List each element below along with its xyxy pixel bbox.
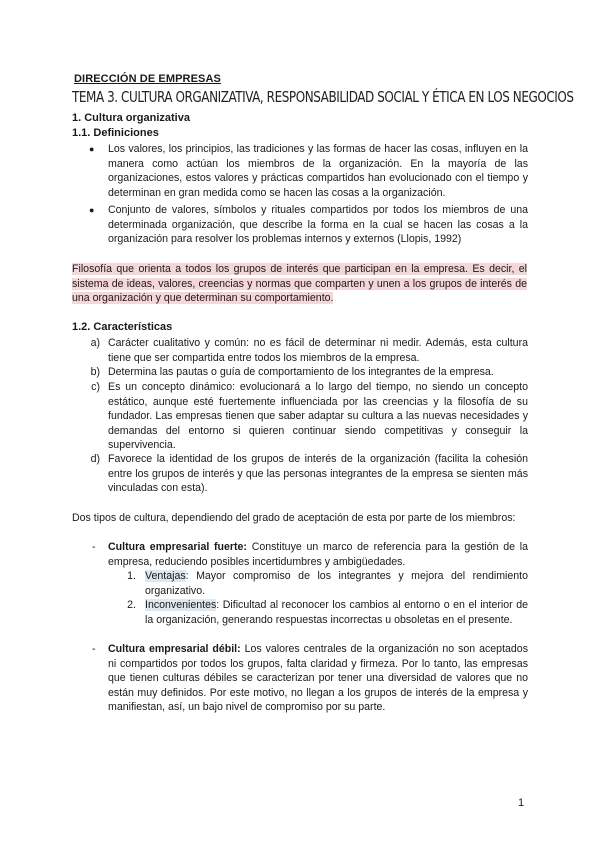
subsection-title-characteristics: 1.2. Características xyxy=(72,321,173,333)
dash-bullet-icon: - xyxy=(92,643,96,655)
characteristic-item: Determina las pautas o guía de comportamiento de los integrantes de la empresa. xyxy=(108,366,494,378)
disadvantages-item xyxy=(145,598,528,627)
highlight-text: Filosofía que orienta a todos los grupos de interés que participan en la empresa. Es decir, el sistema de ideas, valores, creencias y normas que comparten y unen a los grupos de interés de una organización y que determinan su comportamiento. xyxy=(72,263,527,305)
definition-item: Los valores, los principios, las tradiciones y las formas de hacer las cosas, influyen en la manera como actúan los miembros de la organización. En la mayoría de las organizaciones, estos valores y prácticas compartidos han evolucionado con el tiempo y determinan en gran medida como se hacen las cosas a la organización. xyxy=(108,143,528,199)
list-number: 1. xyxy=(127,570,136,582)
characteristic-item: Es un concepto dinámico: evolucionará a lo largo del tiempo, no siendo un concepto estático, aunque esté fuertemente influenciada por las creencias y la filosofía de su fundador. Las empresas tienen que saber adaptar su cultura a las nuevas necesidades y demandas del entorno si quieren continuar siendo competitivas y conseguir la supervivencia. xyxy=(108,381,528,452)
topic-title: TEMA 3. CULTURA ORGANIZATIVA, RESPONSABILIDAD SOCIAL Y ÉTICA EN LOS NEGOCIOS xyxy=(72,88,574,106)
list-label: d) xyxy=(90,453,100,465)
advantages-term: Ventajas xyxy=(145,570,186,582)
weak-culture-item xyxy=(108,642,528,715)
subsection-title-definitions: 1.1. Definiciones xyxy=(72,127,159,139)
list-label: b) xyxy=(90,366,100,378)
dash-bullet-icon: - xyxy=(92,541,96,553)
list-label: c) xyxy=(91,381,100,393)
weak-culture-text: Los valores centrales de la organización no son aceptados ni compartidos por todos los grupos, falta claridad y firmeza. Por lo tanto, las empresas que tienen culturas débiles se caracterizan por tener una diversidad de valores que no están muy definidos. Por este motivo, no llegan a los grupos de interés de la empresa y manifiestan, así, un bajo nivel de compromiso por su parte. xyxy=(108,643,528,714)
characteristic-item: Favorece la identidad de los grupos de interés de la organización (facilita la cohesión entre los grupos de interés y que las personas integrantes de la empresa se sienten más vinculadas con esta). xyxy=(108,453,528,495)
disadvantages-term: Inconvenientes xyxy=(145,599,217,611)
bullet-icon: ● xyxy=(89,144,95,154)
page-number: 1 xyxy=(518,797,525,809)
characteristic-item: Carácter cualitativo y común: no es fácil de determinar ni medir. Además, esta cultura tiene que ser compartida entre todos los miembros de la empresa. xyxy=(108,337,528,364)
list-label: a) xyxy=(90,337,100,349)
list-number: 2. xyxy=(127,599,136,611)
bullet-icon: ● xyxy=(89,205,95,215)
strong-culture-title: Cultura empresarial fuerte: xyxy=(108,541,247,553)
advantages-text: : Mayor compromiso de los integrantes y mejora del rendimiento organizativo. xyxy=(145,570,528,597)
highlighted-definition xyxy=(72,262,527,306)
strong-culture-text: Constituye un marco de referencia para la gestión de la empresa, reduciendo posibles incertidumbres y ambigüedades. xyxy=(108,541,528,568)
advantages-item xyxy=(145,569,528,598)
definition-item: Conjunto de valores, símbolos y rituales compartidos por todos los miembros de una determinada organización, que describe la forma en la cual se hacen las cosas a la organización para resolver los problemas internos y externos (Llopis, 1992) xyxy=(108,204,528,246)
types-intro: Dos tipos de cultura, dependiendo del grado de aceptación de esta por parte de los miembros: xyxy=(72,512,516,524)
strong-culture-item xyxy=(108,540,528,569)
disadvantages-text: : Dificultad al reconocer los cambios al entorno o en el interior de la organización, generando respuestas incorrectas u obsoletas en el presente. xyxy=(145,599,528,626)
subject-heading: DIRECCIÓN DE EMPRESAS xyxy=(74,73,221,85)
weak-culture-title: Cultura empresarial débil: xyxy=(108,643,241,655)
section-title: 1. Cultura organizativa xyxy=(72,112,190,124)
